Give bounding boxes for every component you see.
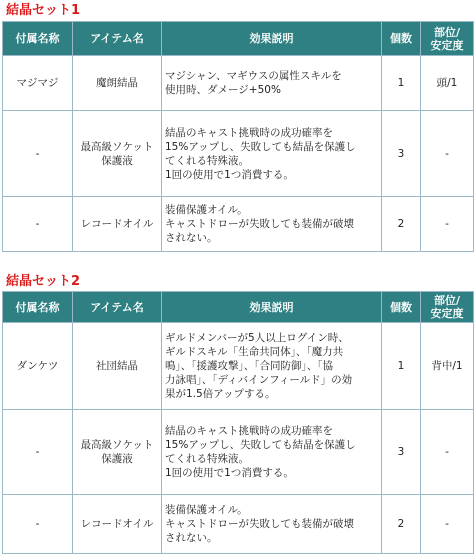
cell-slot: -: [421, 111, 473, 196]
cell-slot: 背中/1: [421, 323, 473, 409]
header-accessory-name: 付属名称: [3, 22, 72, 55]
cell-item: 社団結晶: [73, 323, 161, 409]
cell-accessory: -: [3, 111, 72, 196]
cell-count: 3: [382, 111, 420, 196]
header-count: 個数: [382, 292, 420, 322]
cell-slot: -: [421, 495, 473, 553]
cell-accessory: ダンケツ: [3, 323, 72, 409]
cell-effect: 装備保護オイル。 キャストドローが失敗しても装備が破壊 されない。: [162, 197, 381, 251]
cell-accessory: マジマジ: [3, 56, 72, 110]
set-1-title: 結晶セット1: [6, 3, 81, 18]
cell-effect: 装備保護オイル。 キャストドローが失敗しても装備が破壊 されない。: [162, 495, 381, 553]
table-row: [3, 111, 473, 196]
set-2-title: 結晶セット2: [6, 274, 81, 289]
cell-item: 魔朗結晶: [73, 56, 161, 110]
table-row: [3, 410, 473, 494]
header-item-name: アイテム名: [73, 292, 161, 322]
cell-effect: マジシャン、マギウスの属性スキルを 使用時、ダメージ+50%: [162, 56, 381, 110]
table-row: [3, 323, 473, 409]
cell-count: 1: [382, 323, 420, 409]
cell-accessory: -: [3, 495, 72, 553]
header-slot: 部位/ 安定度: [421, 22, 473, 55]
set-2-table: [2, 291, 474, 554]
cell-item: 最高級ソケット 保護液: [73, 111, 161, 196]
cell-slot: -: [421, 197, 473, 251]
table-row: [3, 197, 473, 251]
header-row: [3, 22, 473, 55]
header-row: [3, 292, 473, 322]
cell-accessory: -: [3, 197, 72, 251]
cell-effect: 結晶のキャスト挑戦時の成功確率を 15%アップし、失敗しても結晶を保護し てくれる特殊液。 1回の使用で1つ消費する。: [162, 111, 381, 196]
cell-slot: 頭/1: [421, 56, 473, 110]
set-1-table: [2, 21, 474, 252]
table-row: [3, 56, 473, 110]
cell-item: レコードオイル: [73, 197, 161, 251]
header-item-name: アイテム名: [73, 22, 161, 55]
header-effect: 効果説明: [162, 292, 381, 322]
cell-item: 最高級ソケット 保護液: [73, 410, 161, 494]
cell-count: 3: [382, 410, 420, 494]
header-effect: 効果説明: [162, 22, 381, 55]
cell-item: レコードオイル: [73, 495, 161, 553]
cell-slot: -: [421, 410, 473, 494]
cell-accessory: -: [3, 410, 72, 494]
cell-effect: ギルドメンバーが5人以上ログイン時、 ギルドスキル「生命共同体」、「魔力共 鳴」、「援護攻撃」、「合同防御」、「協 力詠唱」、「ディバインフィールド」の効 果が1.5倍アップする。: [162, 323, 381, 409]
cell-count: 1: [382, 56, 420, 110]
header-slot: 部位/ 安定度: [421, 292, 473, 322]
header-accessory-name: 付属名称: [3, 292, 72, 322]
header-count: 個数: [382, 22, 420, 55]
cell-effect: 結晶のキャスト挑戦時の成功確率を 15%アップし、失敗しても結晶を保護し てくれる特殊液。 1回の使用で1つ消費する。: [162, 410, 381, 494]
cell-count: 2: [382, 197, 420, 251]
cell-count: 2: [382, 495, 420, 553]
table-row: [3, 495, 473, 553]
